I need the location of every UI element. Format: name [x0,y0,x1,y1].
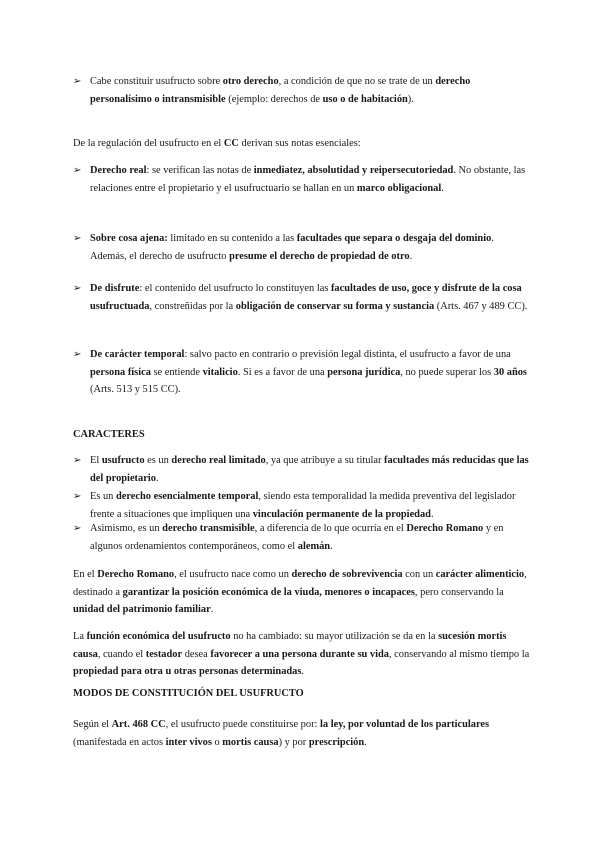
text-run: Es un [90,491,116,502]
arrow-bullet-icon: ➢ [73,523,82,534]
text-run: , no puede superar los [400,366,494,378]
text-run: no ha cambiado: su mayor utilización se da en la [230,631,439,642]
section-heading-modos-constitucion [73,685,304,703]
bold-text-run: persona física [90,366,151,378]
text-run: . Además, el derecho de usufructo [90,233,494,262]
bold-text-run: inter vivos [165,736,212,748]
text-run: : se verifican las notas de [146,165,254,176]
text-run: , destinado a [73,569,527,598]
bold-text-run: CARACTERES [73,429,145,440]
text-run: se entiende [150,366,203,378]
text-run: desea [182,648,211,660]
text-run: (ejemplo: derechos de [225,93,323,105]
text-run: La [73,631,87,642]
heading-text [73,685,304,703]
text-run: , el usufructo puede constituirse por: [165,719,321,730]
text-run: , constreñidas por la [149,300,236,312]
bullet-de-disfrute [73,280,530,315]
paragraph-text [90,280,530,315]
text-run: y en algunos ordenamientos contemporáneos, como el [90,523,504,552]
text-run: , ya que atribuye a su titular [265,455,385,466]
bold-text-run: facultades que separa o desgaja del dominio [296,233,492,244]
bold-text-run: Derecho Romano [97,569,175,580]
paragraph-text [73,135,535,153]
text-run: , cuando el [97,648,146,660]
text-run: derivan sus notas esenciales: [238,138,361,149]
paragraph-derecho-romano [73,566,535,619]
arrow-bullet-icon: ➢ [73,349,82,360]
text-run: ) y por [278,736,309,748]
bold-text-run: CC [223,138,239,149]
bold-text-run: facultades de uso, goce y disfrute de la cosa usufructuada [90,283,522,312]
bold-text-run: derecho esencialmente temporal [115,491,259,502]
bullet-caracter-temporal [73,346,530,399]
text-run: . Si es a favor de una [237,366,328,378]
paragraph-text [73,566,535,619]
paragraph-text [90,520,530,555]
text-run: o [211,736,223,748]
text-run: , siendo esta temporalidad la medida preventiva del legislador frente a situaciones que impliquen una [90,491,516,520]
text-run: . [330,540,333,552]
bold-text-run: marco obligacional [356,182,442,194]
text-run: . [409,250,413,262]
bold-text-run: otro derecho [222,76,279,87]
paragraph-text [73,628,535,681]
text-run: limitado en su contenido a las [167,233,297,244]
arrow-bullet-icon: ➢ [73,491,82,502]
bold-text-run: 30 años [493,366,527,378]
bold-text-run: derecho real limitado [171,455,266,466]
bullet-derecho-real [73,162,530,197]
paragraph-text [90,162,530,197]
bold-text-run: obligación de conservar su forma y sustancia [235,300,435,312]
bold-text-run: facultades más reducidas que las del propietario [90,455,529,484]
paragraph-text [90,452,530,487]
bold-text-run: mortis causa [222,736,279,748]
bold-text-run: De carácter temporal [90,349,185,360]
text-run: Según el [73,719,112,730]
text-run: (Arts. 513 y 515 CC). [90,384,181,396]
bold-text-run: vinculación permanente de la propiedad [252,508,431,520]
bold-text-run: usufructo [101,455,145,466]
bullet-sobre-cosa-ajena [73,230,530,265]
text-run: En el [73,569,98,580]
text-run: , conservando al mismo tiempo la [388,648,530,660]
paragraph-text [90,346,530,399]
text-run: . No obstante, las relaciones entre el propietario y el usufructuario se hallan en un [90,165,526,194]
bold-text-run: Derecho real [90,165,147,176]
bold-text-run: favorecer a una persona durante su vida [210,648,389,660]
bold-text-run: derecho de sobrevivencia [291,569,403,580]
bold-text-run: garantizar la posición económica de la viuda, menores o incapaces [122,586,415,598]
bold-text-run: Art. 468 CC [111,719,166,730]
bold-text-run: derecho personalísimo o intransmisible [90,76,471,105]
bullet-esencialmente-temporal [73,488,530,523]
text-run: (manifestada en actos [73,736,166,748]
text-run: es un [144,455,172,466]
text-run: , pero conservando la [414,586,504,598]
bullet-derecho-real-limitado [73,452,530,487]
bold-text-run: vitalicio [202,366,238,378]
text-run: Asimismo, es un [90,523,163,534]
bold-text-run: prescripción [308,736,365,748]
paragraph-text [90,230,530,265]
text-run: Cabe constituir usufructo sobre [90,76,223,87]
bold-text-run: persona jurídica [327,366,401,378]
text-run: (Arts. 467 y 489 CC). [434,300,528,312]
text-run: con un [402,569,436,580]
bold-text-run: Sobre cosa ajena: [90,233,168,244]
text-run: ). [407,93,414,105]
text-run: , a diferencia de lo que ocurría en el [254,523,407,534]
bold-text-run: función económica del usufructo [86,631,231,642]
bold-text-run: unidad del patrimonio familiar [73,604,211,616]
arrow-bullet-icon: ➢ [73,233,82,244]
bold-text-run: la ley, por voluntad de los particulares [320,719,490,730]
text-run: . [364,736,367,748]
bold-text-run: inmediatez, absolutidad y reipersecutoriedad [253,165,454,176]
heading-text [73,426,145,444]
paragraph-text [73,716,535,751]
intro-notas-esenciales [73,135,535,153]
bullet-derecho-transmisible [73,520,530,555]
bold-text-run: uso o de habitación [322,93,408,105]
text-run: . [155,472,159,484]
text-run: : el contenido del usufructo lo constituyen las [139,283,331,294]
text-run: : salvo pacto en contrario o previsión legal distinta, el usufructo a favor de una [184,349,511,360]
bold-text-run: MODOS DE CONSTITUCIÓN DEL USUFRUCTO [73,688,304,699]
bold-text-run: alemán [297,540,331,552]
text-run: , el usufructo nace como un [174,569,292,580]
paragraph-text [90,73,530,108]
text-run: . [441,182,444,194]
bold-text-run: sucesión mortis causa [73,631,507,660]
paragraph-art-468 [73,716,535,751]
paragraph-text [90,488,530,523]
text-run: . [301,666,305,678]
bold-text-run: De disfrute [90,283,140,294]
arrow-bullet-icon: ➢ [73,455,82,466]
arrow-bullet-icon: ➢ [73,76,82,87]
bold-text-run: derecho transmisible [162,523,255,534]
bullet-usufructo-sobre-derecho [73,73,530,108]
bold-text-run: carácter alimenticio [435,569,525,580]
bold-text-run: propiedad para otra u otras personas determinadas [73,666,302,678]
bold-text-run: presume el derecho de propiedad de otro [229,250,410,262]
arrow-bullet-icon: ➢ [73,283,82,294]
text-run: . [210,604,214,616]
text-run: El [90,455,102,466]
arrow-bullet-icon: ➢ [73,165,82,176]
text-run: . [430,508,434,520]
section-heading-caracteres [73,426,145,444]
bold-text-run: Derecho Romano [406,523,484,534]
bold-text-run: testador [145,648,183,660]
text-run: , a condición de que no se trate de un [278,76,436,87]
paragraph-funcion-economica [73,628,535,681]
text-run: De la regulación del usufructo en el [73,138,224,149]
